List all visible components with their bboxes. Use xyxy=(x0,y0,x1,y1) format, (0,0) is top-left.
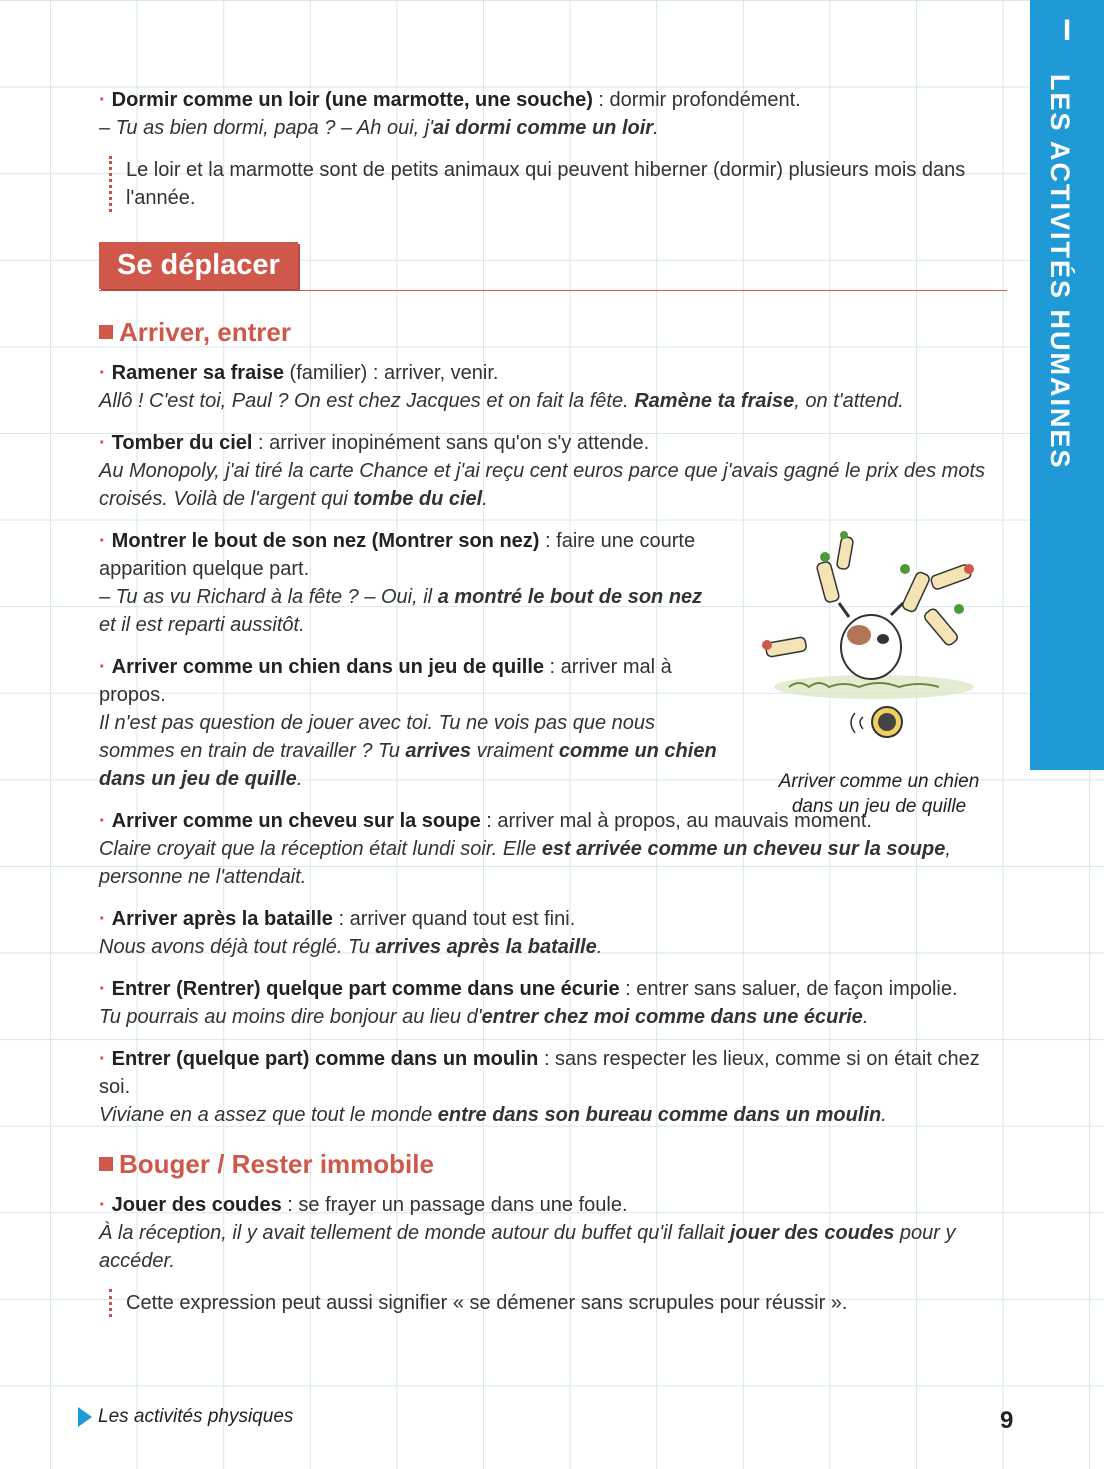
bullet: · xyxy=(99,978,106,1000)
example: Allô ! C'est toi, Paul ? On est chez Jacques et on fait la fête. Ramène ta fraise, on t'attend. xyxy=(99,390,904,412)
entry xyxy=(99,975,1007,1031)
example: À la réception, il y avait tellement de monde autour du buffet qu'il fallait jouer des coudes pour y accéder. xyxy=(99,1222,956,1272)
expression: Montrer le bout de son nez (Montrer son nez) xyxy=(111,530,540,552)
footer-link-label: Les activités physiques xyxy=(98,1406,294,1427)
bullet: · xyxy=(99,656,106,678)
entry xyxy=(99,527,719,639)
illustrated-block xyxy=(99,527,1007,817)
entry xyxy=(99,653,719,793)
example: – Tu as bien dormi, papa ? – Ah oui, j'ai dormi comme un loir. xyxy=(99,117,659,139)
subsection-arriver: Arriver, entrer xyxy=(99,315,1007,349)
bullet: · xyxy=(99,1194,106,1216)
definition: : sans respecter les lieux, comme si on était chez soi. xyxy=(99,1048,980,1098)
section-title: Se déplacer xyxy=(99,242,298,289)
entry xyxy=(99,1045,1007,1129)
entry-dormir xyxy=(99,86,1007,142)
expression: Arriver comme un cheveu sur la soupe xyxy=(111,810,481,832)
definition: : faire une courte apparition quelque part. xyxy=(99,530,696,580)
entry xyxy=(99,905,1007,961)
example: – Tu as vu Richard à la fête ? – Oui, il a montré le bout de son nez et il est reparti aussitôt. xyxy=(99,586,703,636)
subsection-bouger: Bouger / Rester immobile xyxy=(99,1147,1007,1181)
square-icon xyxy=(99,325,113,339)
example: Au Monopoly, j'ai tiré la carte Chance et j'ai reçu cent euros parce que j'avais gagné le prix des mots croisés. Voilà de l'argent qui tombe du ciel. xyxy=(99,460,985,510)
chapter-number: I xyxy=(1062,14,1072,47)
definition: : se frayer un passage dans une foule. xyxy=(281,1194,628,1216)
page-content xyxy=(99,86,1007,1331)
expression: Jouer des coudes xyxy=(111,1194,282,1216)
chapter-tab xyxy=(1030,0,1104,770)
bullet: · xyxy=(99,530,106,552)
note-loir: Le loir et la marmotte sont de petits animaux qui peuvent hiberner (dormir) plusieurs mois dans l'année. xyxy=(109,156,1007,212)
bullet: · xyxy=(99,1048,106,1070)
footer-link[interactable] xyxy=(78,1406,293,1428)
definition: : dormir profondément. xyxy=(592,89,801,111)
example: Il n'est pas question de jouer avec toi. Tu ne vois pas que nous sommes en train de travailler ? Tu arrives vraiment comme un chien dans un jeu de quille. xyxy=(99,712,717,790)
example: Nous avons déjà tout réglé. Tu arrives après la bataille. xyxy=(99,936,603,958)
bullet: · xyxy=(99,908,106,930)
example: Viviane en a assez que tout le monde entre dans son bureau comme dans un moulin. xyxy=(99,1104,887,1126)
bullet: · xyxy=(99,432,106,454)
definition: : arriver inopinément sans qu'on s'y attende. xyxy=(252,432,650,454)
expression: Tomber du ciel xyxy=(111,432,253,454)
definition: : arriver mal à propos, au mauvais moment. xyxy=(480,810,872,832)
example: Claire croyait que la réception était lundi soir. Elle est arrivée comme un cheveu sur la soupe, personne ne l'attendait. xyxy=(99,838,951,888)
example: Tu pourrais au moins dire bonjour au lieu d'entrer chez moi comme dans une écurie. xyxy=(99,1006,869,1028)
entry xyxy=(99,359,1007,415)
narrow-column xyxy=(99,527,719,793)
expression: Dormir comme un loir (une marmotte, une souche) xyxy=(111,89,593,111)
expression: Arriver comme un chien dans un jeu de quille xyxy=(111,656,544,678)
entry xyxy=(99,807,1007,891)
illustration-caption: Arriver comme un chien dans un jeu de quille xyxy=(778,771,980,817)
definition: : arriver mal à propos. xyxy=(99,656,672,706)
definition: : arriver quand tout est fini. xyxy=(332,908,576,930)
bullet: · xyxy=(99,362,106,384)
chapter-title: LES ACTIVITÉS HUMAINES xyxy=(1045,74,1075,470)
expression: Entrer (Rentrer) quelque part comme dans une écurie xyxy=(111,978,620,1000)
bullet: · xyxy=(99,89,106,111)
definition: (familier) : arriver, venir. xyxy=(284,362,499,384)
definition: : entrer sans saluer, de façon impolie. xyxy=(619,978,958,1000)
square-icon xyxy=(99,1157,113,1171)
triangle-arrow-icon xyxy=(78,1407,92,1427)
expression: Arriver après la bataille xyxy=(111,908,333,930)
entry xyxy=(99,1191,1007,1275)
expression: Ramener sa fraise xyxy=(111,362,284,384)
bullet: · xyxy=(99,810,106,832)
note-coudes: Cette expression peut aussi signifier « se démener sans scrupules pour réussir ». xyxy=(109,1289,1007,1317)
section-header xyxy=(99,242,1007,291)
expression: Entrer (quelque part) comme dans un moulin xyxy=(111,1048,539,1070)
entry xyxy=(99,429,1007,513)
page-number: 9 xyxy=(1000,1407,1014,1434)
